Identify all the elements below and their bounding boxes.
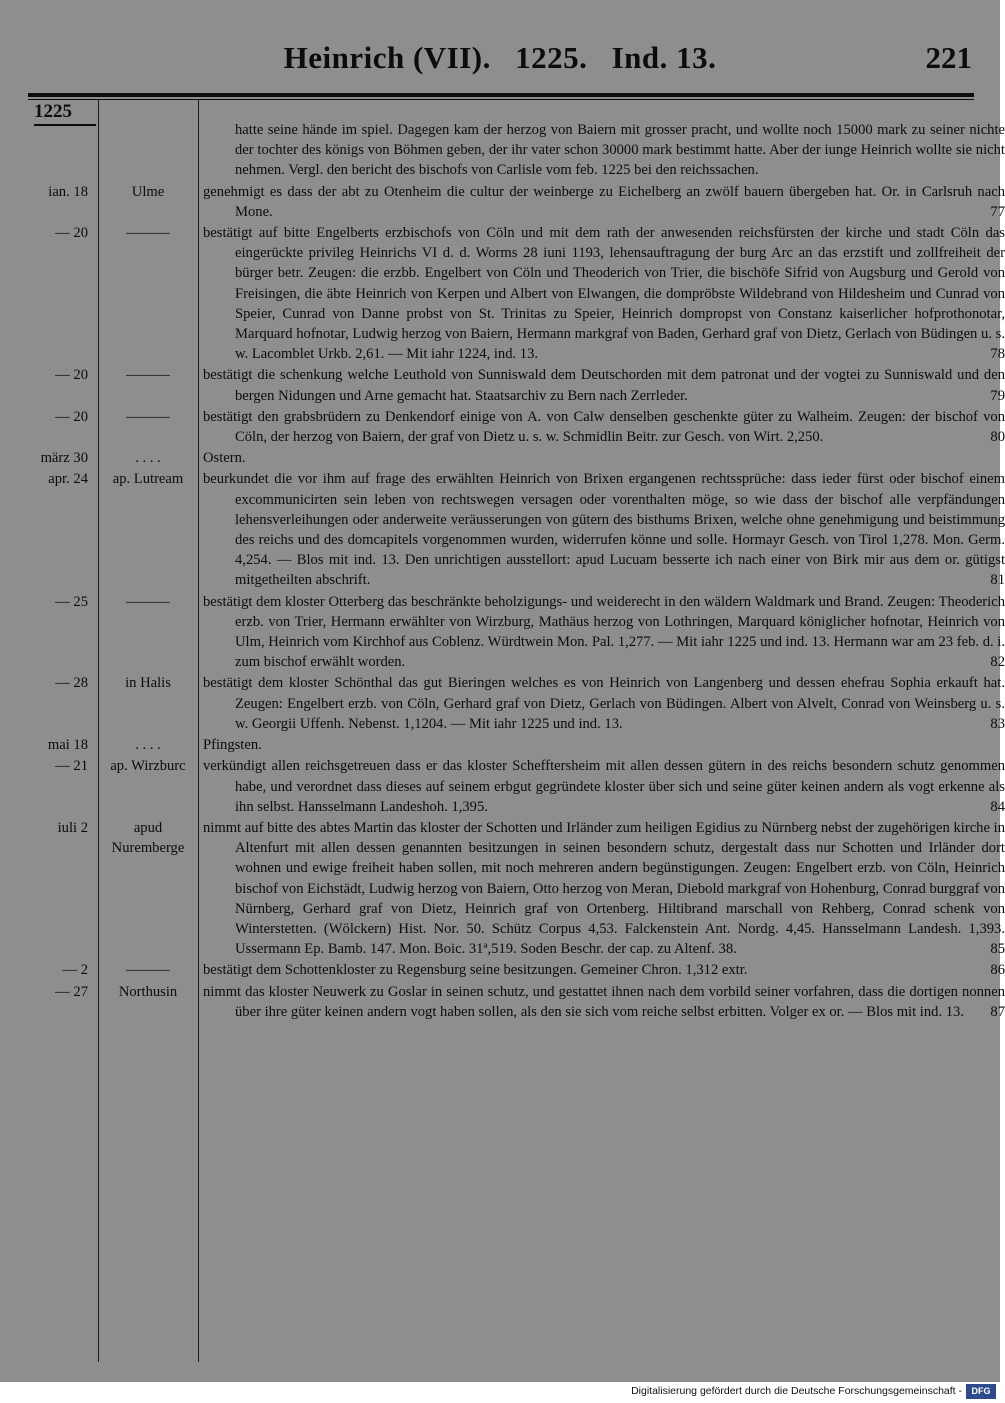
entry-text <box>203 982 1005 1022</box>
title-indiction: Ind. 13. <box>611 40 717 75</box>
entry-text-body: bestätigt dem kloster Schönthal das gut Bieringen welches es von Heinrich von Langenberg und dessen ehefrau Sophia erkauft hat. Zeugen: Engelbert erzb. von Cöln, Gerhard graf von Dietz, Gerlach von Büdingen. Albert von Alvelt, Conrad von Weinsberg u. s. w. Georgii Uffenh. Nebenst. 1,1204. — Mit iahr 1225 und ind. 13. <box>203 675 1005 732</box>
entry-date: märz 30 <box>40 450 88 467</box>
running-header <box>0 34 1000 84</box>
entry-place: ap. Wirzburc <box>110 758 186 775</box>
dfg-logo: DFG <box>966 1384 996 1399</box>
entry-text <box>203 223 1005 364</box>
footer-bar <box>0 1382 1000 1403</box>
entry-text-body: nimmt auf bitte des abtes Martin das kloster der Schotten und Irländer zum heiligen Egidius zu Nürnberg nebst der zugehörigen kirche in Altenfurt mit allen dessen genannten besitzungen in seinen besondern schutz, dergestalt dass nur Schotten und Irländer dort wohnen und ewige freiheit haben sollen, mit noch mehreren andern begünstigungen. Zeugen: Engelbert erzb. von Cöln, Heinrich bischof von Eichstädt, Ludwig herzog von Baiern, Otto herzog von Meran, Diebold markgraf von Hohenburg, Conrad burggraf von Nürnberg, Gerhard graf von Dietz, Heinrich graf von Ortenberg. Hiltibrand marschall von Rehberg, Conrad schenk von Winterstetten. (Wölckern) Hist. Nor. 50. Schütz Corpus 4,53. Falckenstein Ant. Nordg. 4,45. Hansselmann Landesh. 1,393. Ussermann Ep. Bamb. 147. Mon. Boic. 31ª,519. Soden Beschr. der cap. zu Altenf. 38. <box>203 819 1005 958</box>
entry-number: 84 <box>990 798 1005 815</box>
entry-text <box>203 407 1005 447</box>
entry-row <box>0 120 1005 181</box>
entry-text <box>203 735 1005 755</box>
entry-date: — 25 <box>55 593 88 610</box>
entry-text-body: verkündigt allen reichsgetreuen dass er das kloster Schefftersheim mit allen dessen gütern in des reichs besondern schutz genommen habe, und verordnet dass dieses auf seinem erbgut gegründete kloster über sich und seine güter keinen andern als vogt erkenne als ihn selbst. Hansselmann Landeshoh. 1,395. <box>203 758 1005 815</box>
entry-date: mai 18 <box>47 737 88 754</box>
entry-text <box>203 756 1005 817</box>
entry-text <box>203 182 1005 222</box>
entry-date: — 20 <box>55 408 88 425</box>
entry-row <box>0 223 1005 364</box>
entry-place: Ulme <box>131 183 165 200</box>
entry-text-body: bestätigt dem kloster Otterberg das beschränkte beholzigungs- und weiderecht in den wäldern Waldmark und Brand. Zeugen: Theoderich erzb. von Trier, Hermann erwählter von Wirzburg, Mathäus herzog von Lothringen, Marquard königlicher hofnotar, Heinrich von Ulm, Heinrich vom Kirchhof aus Coblenz. Würdtwein Mon. Pal. 1,277. — Mit iahr 1225 und ind. 13. Hermann war am 23 feb. d. i. zum bischof erwählt worden. <box>203 593 1005 671</box>
entry-row <box>0 818 1005 959</box>
entry-row <box>0 960 1005 980</box>
entry-date: iuli 2 <box>57 819 88 836</box>
entry-text-body: Ostern. <box>203 450 246 467</box>
entry-date: — 21 <box>55 758 88 775</box>
entry-date: — 27 <box>55 983 88 1000</box>
entry-number: 86 <box>990 962 1005 979</box>
entry-text <box>203 960 1005 980</box>
entry-number: 87 <box>990 1003 1005 1020</box>
entry-date: ian. 18 <box>48 183 88 200</box>
entry-row <box>0 407 1005 447</box>
entry-text-body: hatte seine hände im spiel. Dagegen kam der herzog von Baiern mit grosser pracht, und wollte noch 15000 mark zu seiner nichte der tochter des königs von Böhmen geben, der ihr vater schon 30000 mark bestimmt hatte. Aber der iunge Heinrich wollte sie nicht nehmen. Vergl. den bericht des bischofs von Carlisle vom feb. 1225 bei den reichssachen. <box>235 122 1005 179</box>
entry-text-body: nimmt das kloster Neuwerk zu Goslar in seinen schutz, und gestattet ihnen nach dem vorbild seiner vorfahren, dass die dortigen nonnen über ihre güter keinen andern vogt haben sollen, als den sie sich vom reiche selbst erbitten. Volger ex or. — Blos mit ind. 13. <box>203 983 1005 1020</box>
entry-place: ——— <box>126 408 170 425</box>
header-rule-thin <box>28 99 974 100</box>
entry-row <box>0 448 1000 468</box>
entry-place: . . . . <box>135 737 161 754</box>
entry-place: apud Nuremberge <box>111 819 185 857</box>
entry-text <box>203 469 1005 590</box>
entry-text-body: beurkundet die vor ihm auf frage des erwählten Heinrich von Brixen ergangenen rechtssprüche: dass ieder fürst oder bischof einem excommunicirten sein leben von rechtswegen versagen oder vorenthalten möge, so wie dass der bischof alle verpfändungen lehensverleihungen oder anderweite veräusserungen von gütern des bisthums Brixen, welche ohne genehmigung und beistimmung des reichs und des domcapitels vorgenommen wurden, widerrufen könne und solle. Hormayr Gesch. von Tirol 1,278. Mon. Germ. 4,254. — Blos mit ind. 13. Den unrichtigen ausstellort: apud Lucuam besserte ich nach einer von Birk mir aus dem or. gütigst mitgetheilten abschrift. <box>203 471 1005 589</box>
entry-text-body: bestätigt die schenkung welche Leuthold von Sunniswald dem Deutschorden mit dem patronat und der vogtei zu Sunniswald und den bergen Nidungen und Arne gemacht hat. Staatsarchiv zu Bern nach Zerrleder. <box>203 367 1005 404</box>
entry-date: apr. 24 <box>48 471 88 488</box>
entry-date: — 20 <box>55 225 88 242</box>
entry-number: 81 <box>990 572 1005 589</box>
entry-row <box>0 982 1005 1022</box>
entry-place: in Halis <box>125 675 171 692</box>
header-rule <box>28 93 974 97</box>
entry-date: — 28 <box>55 675 88 692</box>
regesta-entries <box>0 120 1005 1023</box>
page-number: 221 <box>925 40 972 75</box>
entry-place: ——— <box>126 367 170 384</box>
entry-place: ap. Lutream <box>112 471 184 488</box>
page-title <box>0 40 1000 76</box>
entry-number: 79 <box>990 387 1005 404</box>
entry-row <box>0 673 1005 734</box>
entry-place: . . . . <box>135 450 161 467</box>
title-name: Heinrich (VII). <box>283 40 491 75</box>
entry-place: ——— <box>126 962 170 979</box>
entry-number: 82 <box>990 654 1005 671</box>
entry-row <box>0 756 1005 817</box>
entry-row <box>0 365 1005 405</box>
title-year: 1225. <box>515 40 588 75</box>
entry-text-body: genehmigt es dass der abt zu Otenheim die cultur der weinberge zu Eichelberg an zwölf bauern übergeben hat. Or. in Carlsruh nach Mone. <box>203 183 1005 220</box>
entry-text <box>203 448 1005 468</box>
entry-place: ——— <box>126 593 170 610</box>
entry-text-body: bestätigt den grabsbrüdern zu Denkendorf einige von A. von Calw denselben geschenkte güter zu Walheim. Zeugen: der bischof von Cöln, der herzog von Baiern, der graf von Dietz u. s. w. Schmidlin Beitr. zur Gesch. von Wirt. 2,250. <box>203 408 1005 446</box>
entry-row <box>0 735 1000 755</box>
entry-date: — 20 <box>55 367 88 384</box>
entry-row <box>0 182 1005 222</box>
entry-text-body: bestätigt dem Schottenkloster zu Regensburg seine besitzungen. Gemeiner Chron. 1,312 extr. <box>203 962 748 979</box>
entry-number: 85 <box>990 941 1005 958</box>
entry-number: 83 <box>990 715 1005 732</box>
entry-number: 80 <box>990 429 1005 446</box>
entry-date: — 2 <box>62 962 88 979</box>
entry-place: Northusin <box>118 983 178 1000</box>
entry-row <box>0 592 1005 673</box>
entry-text-body: Pfingsten. <box>203 737 262 754</box>
entry-text <box>203 365 1005 405</box>
entry-text <box>203 120 1005 181</box>
entry-place: ——— <box>126 225 170 242</box>
funding-note: Digitalisierung gefördert durch die Deutsche Forschungsgemeinschaft - <box>631 1385 962 1397</box>
entry-text-body: bestätigt auf bitte Engelberts erzbischofs von Cöln und mit dem rath der anwesenden reichsfürsten der kirche und stadt Cöln das eingerückte privileg Heinrichs VI d. d. Worms 28 iuni 1193, lehensauftragung der burg Arc an das erzstift und zollfreiheit der bürger betr. Zeugen: die erzbb. Engelbert von Cöln und Theoderich von Trier, die bischöfe Sifrid von Augsburg und Gerold von Freisingen, die äbte Heinrich von Kerpen und Albert von Elwangen, die dompröbste Wildebrand von Hildesheim und Cunrad von Speier, Cunrad von Danne probst von St. Trinitas zu Speier, Heinrich dompropst von Constanz kaiserlicher hofprothonotar, Marquard hofnotar, Ludwig herzog von Baiern, Hermann markgraf von Baden, Gerhard graf von Dietz, Gerlach von Büdingen u. s. w. Lacomblet Urkb. 2,61. — Mit iahr 1224, ind. 13. <box>203 225 1005 363</box>
entry-number: 77 <box>990 203 1005 220</box>
year-heading: 1225 <box>34 101 96 126</box>
entry-text <box>203 818 1005 959</box>
entry-number: 78 <box>990 346 1005 363</box>
entry-text <box>203 592 1005 673</box>
entry-row <box>0 469 1005 590</box>
entry-text <box>203 673 1005 734</box>
